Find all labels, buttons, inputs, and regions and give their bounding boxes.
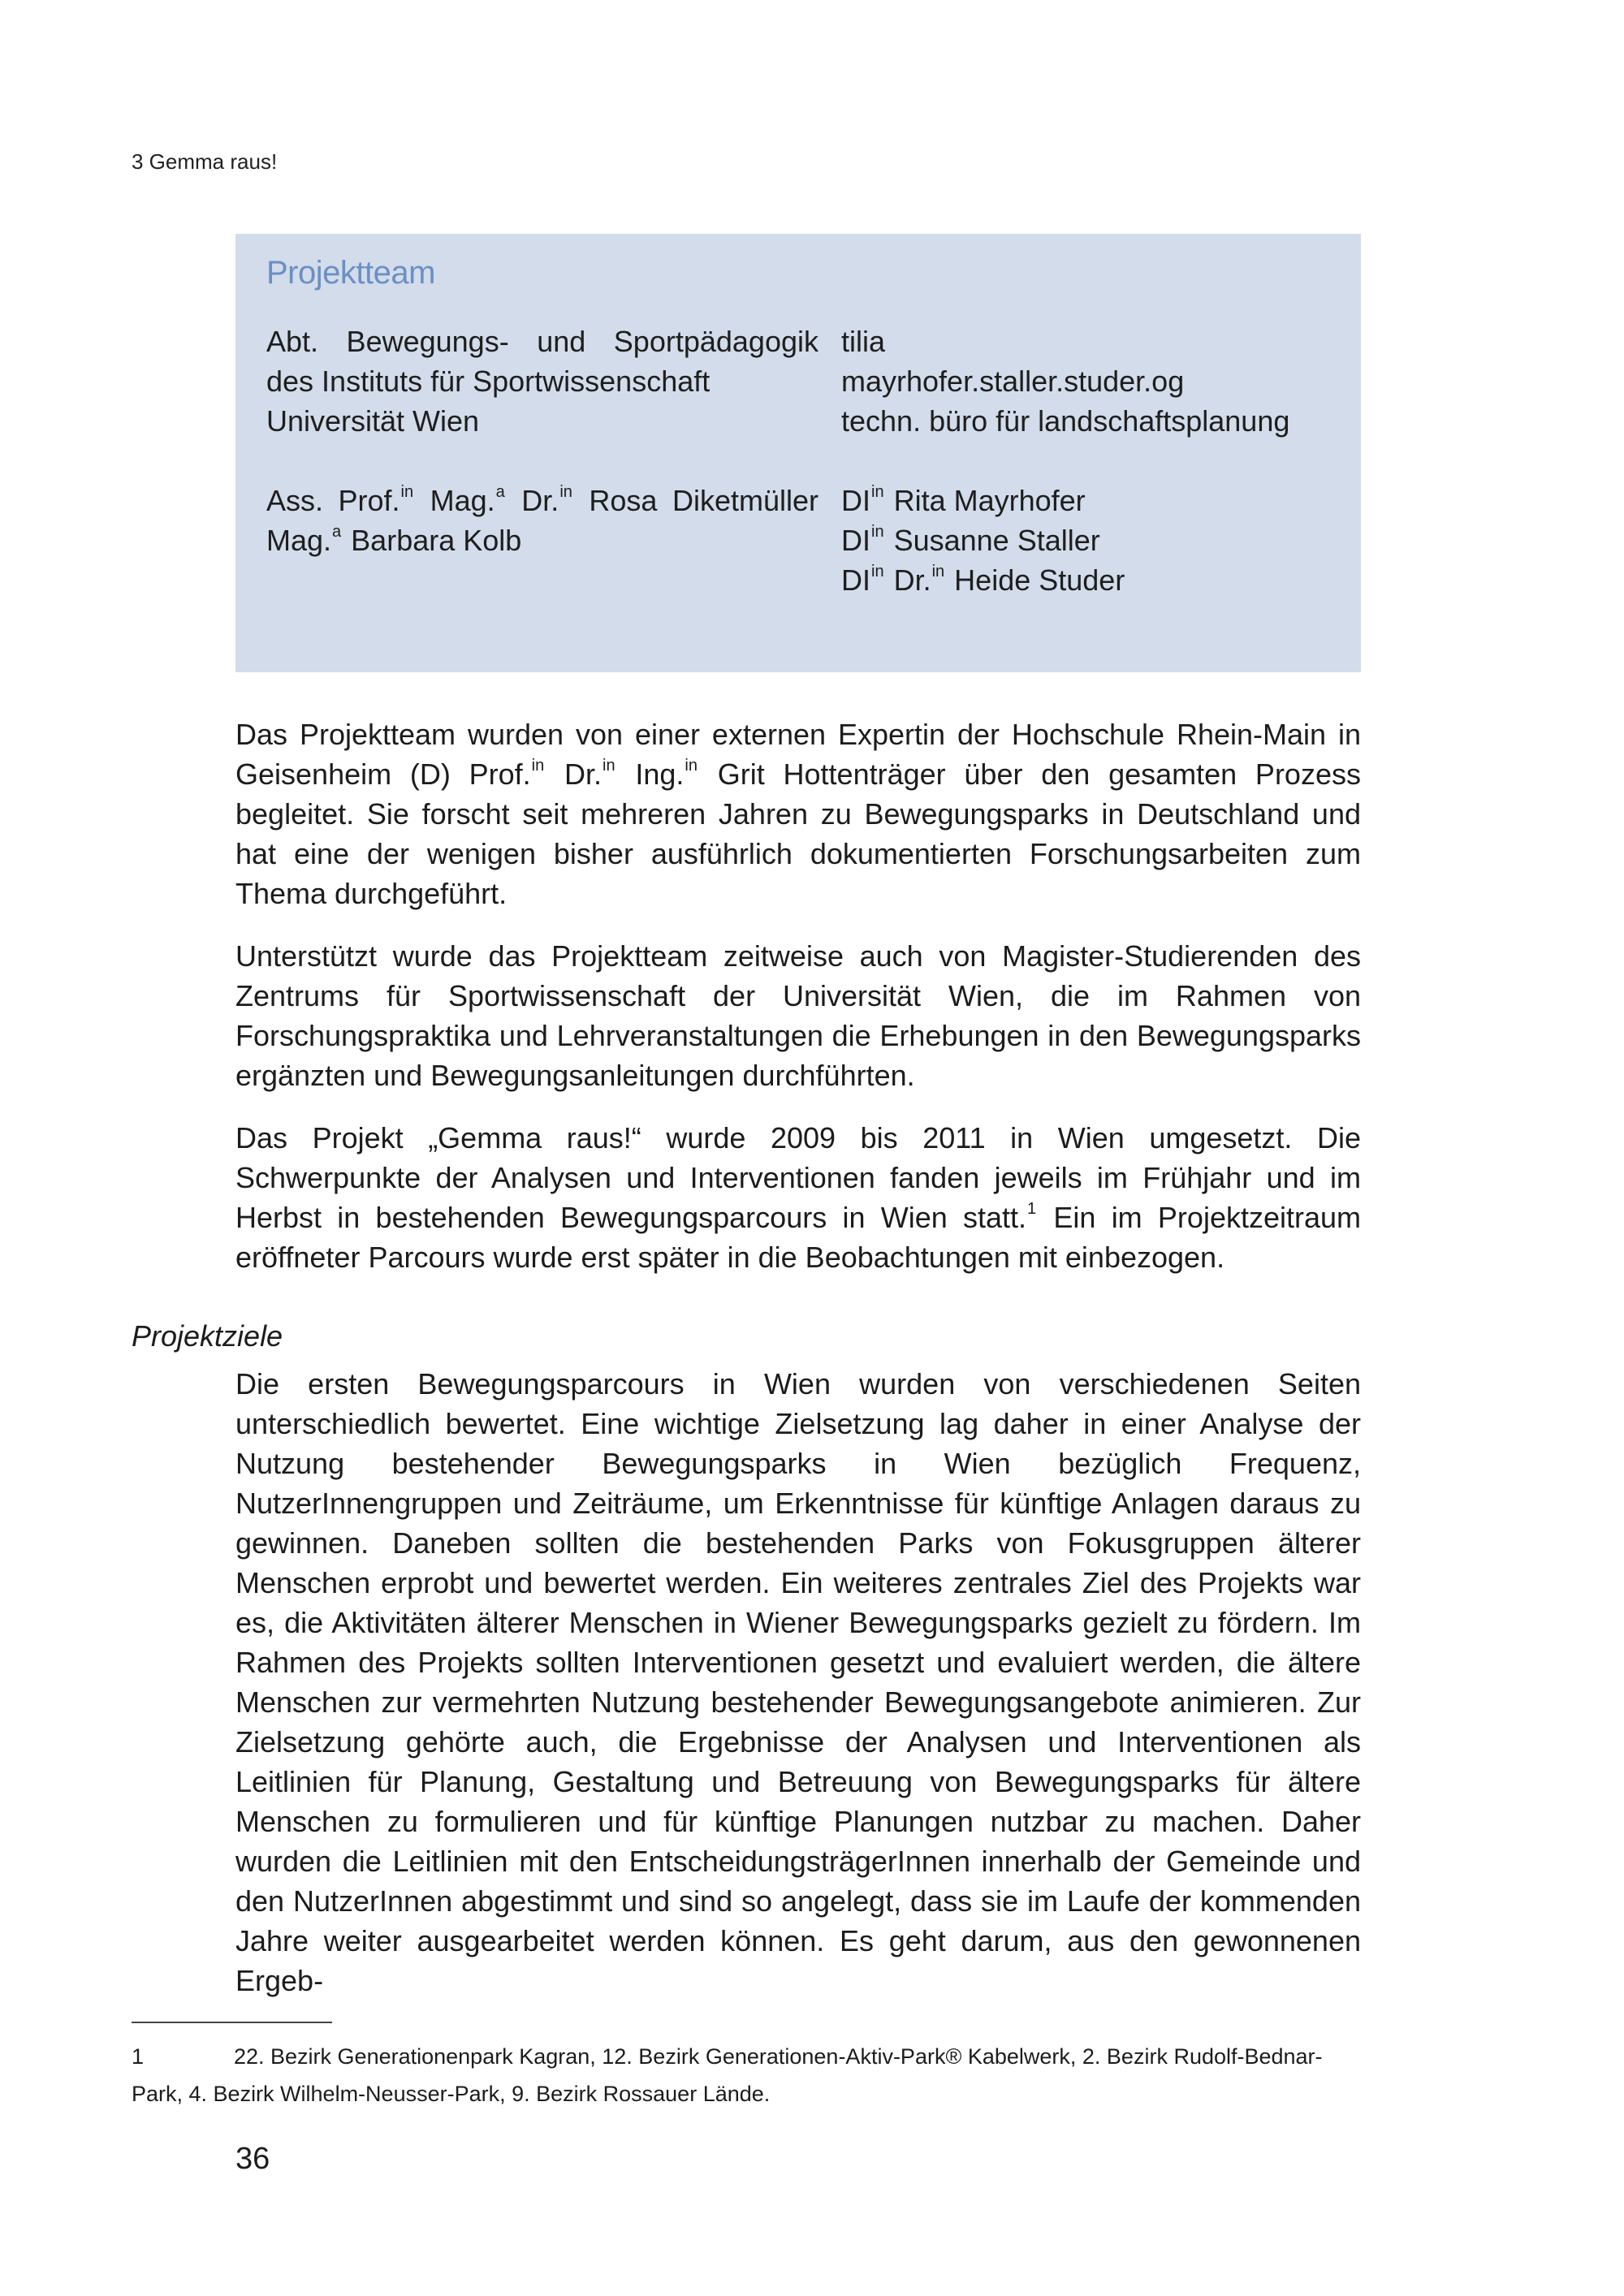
project-team-title: Projektteam [266,255,435,291]
project-team-right-column [841,322,1328,600]
paragraph-3: Das Projekt „Gemma raus!“ wurde 2009 bis 2011 in Wien umgesetzt. Die Schwerpunkte der Analysen und Interventionen fanden jeweils im Frühjahr und im Herbst in bestehenden Bewegungsparcours in Wien statt.$^1$ Ein im Projektzeitraum eröffneter Parcours wurde erst später in die Beobachtungen mit einbezogen. [235,1121,1362,1274]
project-team-box [235,234,1361,672]
running-head: 3 Gemma raus! [132,149,278,174]
page-number: 36 [235,2142,270,2176]
section-paragraph: Die ersten Bewegungsparcours in Wien wurden von verschiedenen Seiten unterschiedlich bewertet. Eine wichtige Zielsetzung lag daher in einer Analyse der Nutzung bestehender Bewegungsparks in Wien bezüglich Frequenz, NutzerInnengruppen und Zeiträume, um Erkenntnisse für künftige Anlagen daraus zu gewinnen. Daneben sollten die bestehenden Parks von Fokusgruppen älterer Menschen erprobt und bewertet werden. Ein weiteres zentrales Ziel des Projekts war es, die Aktivitäten älterer Menschen in Wiener Bewegungsparks gezielt zu fördern. Im Rahmen des Projekts sollten Interventionen gesetzt und evaluiert werden, die ältere Menschen zur vermehrten Nutzung bestehender Bewegungsangebote animieren. Zur Zielsetzung gehörte auch, die Ergebnisse der Analysen und Interventionen als Leitlinien für Planung, Gestaltung und Betreuung von Bewegungsparks für ältere Menschen zu formulieren und für künftige Planungen nutzbar zu machen. Daher wurden die Leitlinien mit den EntscheidungsträgerInnen innerhalb der Gemeinde und den NutzerInnen abgestimmt und sind so angelegt, dass sie im Laufe der kommenden Jahre weiter ausgearbeitet werden können. Es geht darum, aus den gewonnenen Ergeb- [235,1367,1361,1997]
org-line: Universität Wien [266,404,480,438]
member-line: Mag.$^a$ Barbara Kolb [266,523,522,557]
org-line: mayrhofer.staller.studer.og [841,365,1185,398]
section-heading: Projektziele [132,1319,283,1353]
member-line: $DI^{in}$ Dr.$^{in}$ Heide Studer [841,563,1125,597]
org-line: des Instituts für Sportwissenschaft [266,365,710,398]
org-line: techn. büro für landschaftsplanung [841,404,1290,438]
paragraph-2: Unterstützt wurde das Projektteam zeitweise auch von Magister-Studierenden des Zentrums für Sportwissenschaft der Universität Wien, die im Rahmen von Forschungspraktika und Lehrveranstaltungen die Erhebungen in den Bewegungsparks ergänzten und Bewegungsanleitungen durchführten. [235,939,1361,1092]
paragraph-1: Das Projektteam wurden von einer externen Expertin der Hochschule Rhein-Main in Geisenheim (D) Prof.$^{in}$ Dr.$^{in}$ Ing.$^{in}$ Grit Hottenträger über den gesamten Prozess begleitet. Sie forscht seit mehreren Jahren zu Bewegungsparks in Deutschland und hat eine der wenigen bisher ausführlich dokumentierten Forschungsarbeiten zum Thema durchgeführt. [235,718,1361,910]
footnote-text: 22. Bezirk Generationenpark Kagran, 12. Bezirk Generationen-Aktiv-Park® Kabelwerk, 2. Bezirk Rudolf-Bednar-Park, 4. Bezirk Wilhelm-Neusser-Park, 9. Bezirk Rossauer Lände. [132,2044,1323,2106]
member-line: Ass. Prof.$^{in}$ Mag.$^a$ Dr.$^{in}$ Rosa Diketmüller [266,483,818,517]
member-line: $DI^{in}$ Susanne Staller [841,523,1100,557]
footnote [132,2038,1361,2113]
member-line: $DI^{in}$ Rita Mayrhofer [841,483,1086,517]
org-line: Abt. Bewegungs- und Sportpädagogik [266,325,818,358]
project-team-left-column [266,322,818,600]
footnote-divider [132,2022,332,2023]
project-team-columns [266,322,1328,600]
footnote-number: 1 [132,2044,145,2069]
org-line: tilia [841,325,886,358]
